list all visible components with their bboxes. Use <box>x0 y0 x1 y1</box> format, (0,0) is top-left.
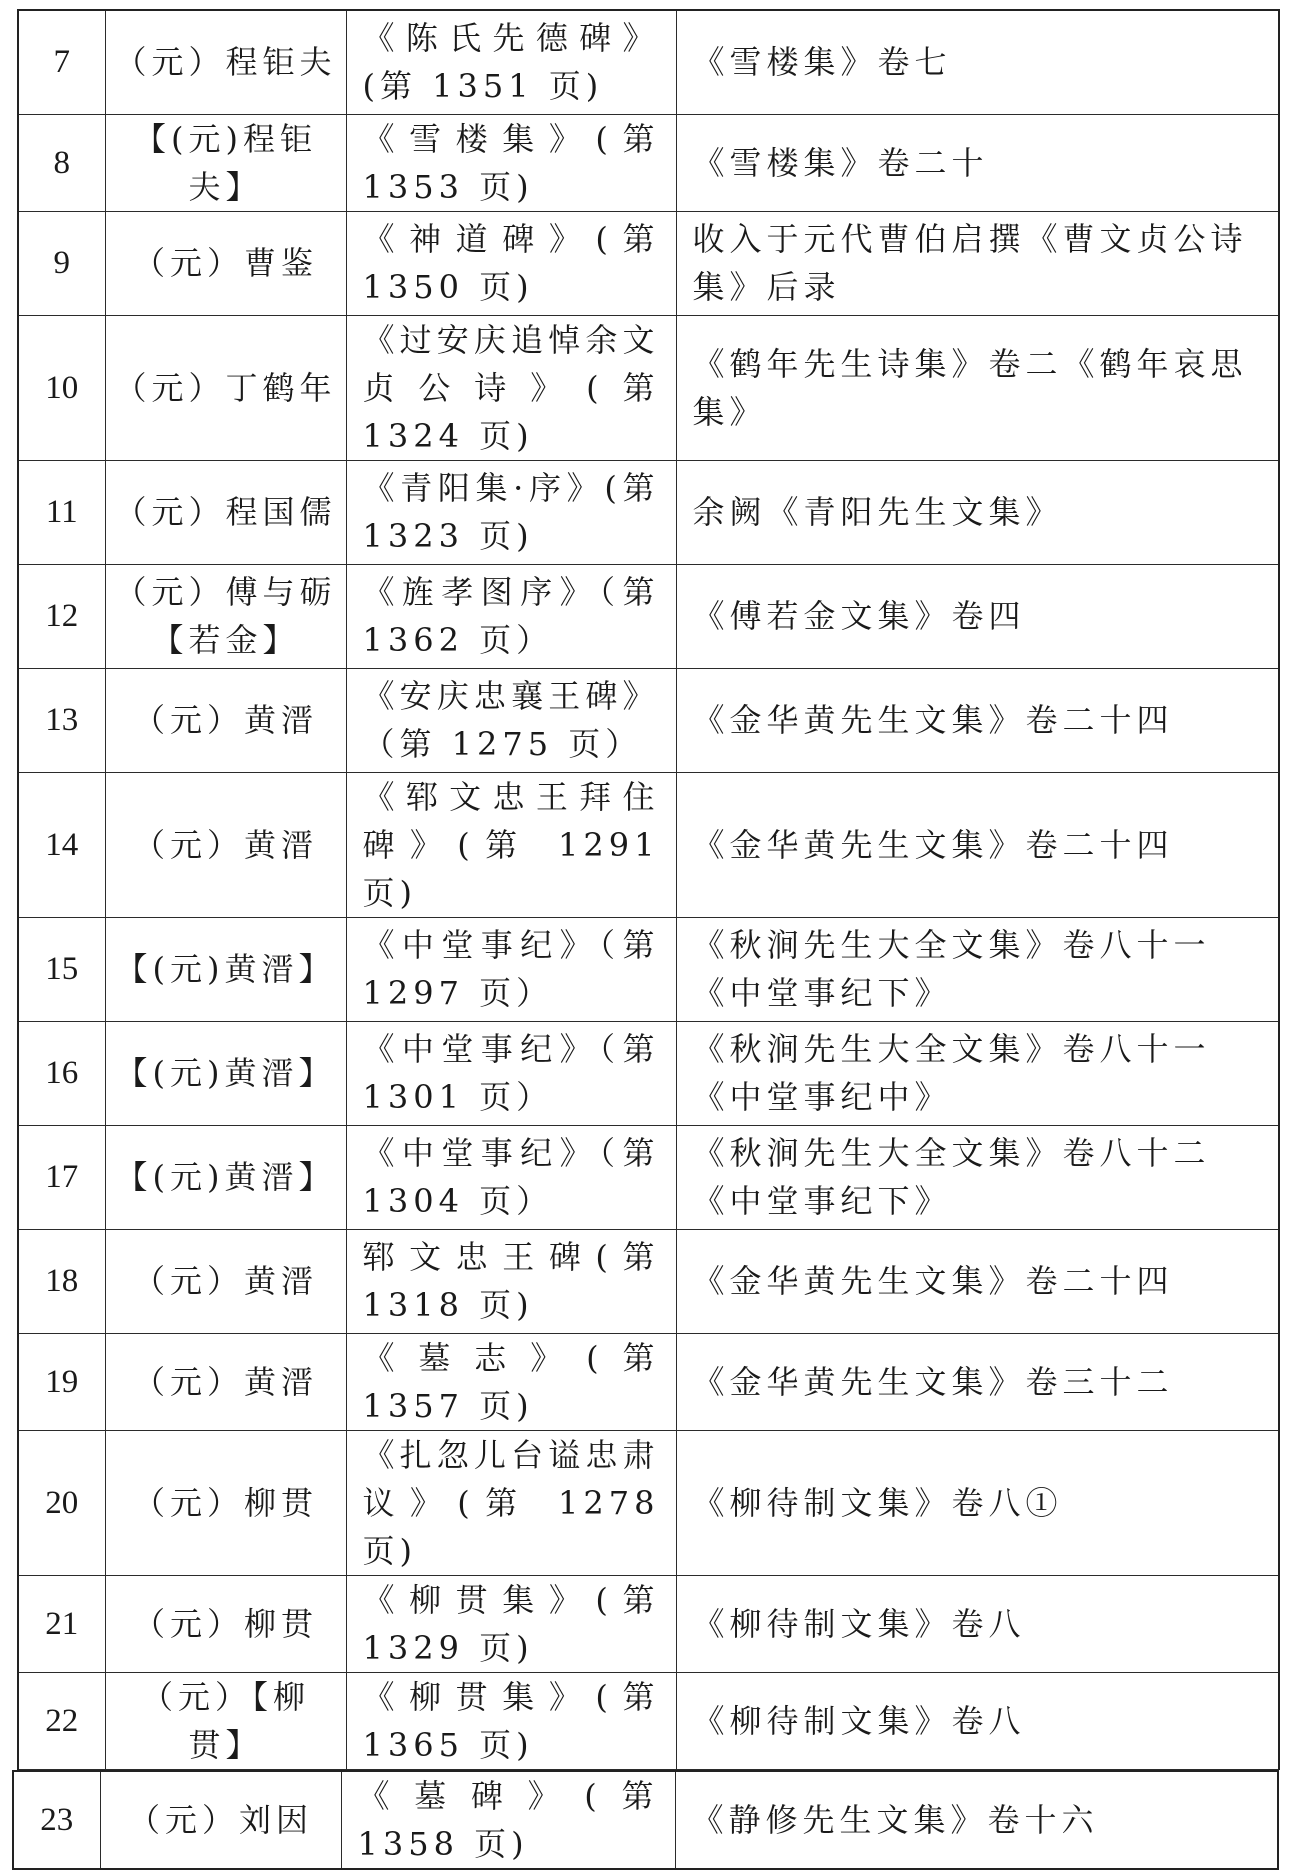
author-cell: （元）【柳贯】 <box>105 1672 346 1769</box>
author-cell: （元）程钜夫 <box>105 10 346 114</box>
table-row <box>18 668 1279 772</box>
table-row <box>18 1229 1279 1333</box>
row-number: 19 <box>18 1333 105 1430</box>
table-row <box>18 114 1279 211</box>
row-number: 11 <box>18 460 105 564</box>
author-cell: 【(元)黄溍】 <box>105 917 346 1021</box>
source-cell: 《秋涧先生大全文集》卷八十二《中堂事纪下》 <box>676 1125 1279 1229</box>
source-cell: 《金华黄先生文集》卷二十四 <box>676 1229 1279 1333</box>
row-number: 7 <box>18 10 105 114</box>
table-row <box>18 917 1279 1021</box>
row-number: 23 <box>13 1771 100 1869</box>
source-cell: 《雪楼集》卷七 <box>676 10 1279 114</box>
table-page <box>17 9 1278 1863</box>
table-row <box>13 1771 1278 1869</box>
row-number: 15 <box>18 917 105 1021</box>
work-cell: 《中堂事纪》（第 1304 页） <box>346 1125 676 1229</box>
source-cell: 《金华黄先生文集》卷二十四 <box>676 668 1279 772</box>
author-cell: （元）黄溍 <box>105 668 346 772</box>
source-cell: 收入于元代曹伯启撰《曹文贞公诗集》后录 <box>676 211 1279 315</box>
source-cell: 《傅若金文集》卷四 <box>676 564 1279 668</box>
author-cell: （元）柳贯 <box>105 1430 346 1575</box>
author-cell: （元）傅与砺【若金】 <box>105 564 346 668</box>
row-number: 20 <box>18 1430 105 1575</box>
work-cell: 《中堂事纪》（第 1301 页） <box>346 1021 676 1125</box>
source-cell: 《金华黄先生文集》卷二十四 <box>676 772 1279 917</box>
row-number: 14 <box>18 772 105 917</box>
work-cell: 《墓志》(第 1357 页) <box>346 1333 676 1430</box>
work-cell: 《安庆忠襄王碑》（第 1275 页） <box>346 668 676 772</box>
row-number: 17 <box>18 1125 105 1229</box>
author-cell: （元）刘因 <box>100 1771 341 1869</box>
table-row <box>18 10 1279 114</box>
work-cell: 《青阳集·序》(第 1323 页) <box>346 460 676 564</box>
source-cell: 《秋涧先生大全文集》卷八十一《中堂事纪下》 <box>676 917 1279 1021</box>
work-cell: 郓文忠王碑(第 1318 页) <box>346 1229 676 1333</box>
source-cell: 《柳待制文集》卷八 <box>676 1672 1279 1769</box>
work-cell: 《陈氏先德碑》(第 1351 页) <box>346 10 676 114</box>
source-cell: 《秋涧先生大全文集》卷八十一《中堂事纪中》 <box>676 1021 1279 1125</box>
row-number: 13 <box>18 668 105 772</box>
author-cell: 【(元)黄溍】 <box>105 1021 346 1125</box>
table-row <box>18 315 1279 460</box>
table-row <box>18 211 1279 315</box>
row-number: 9 <box>18 211 105 315</box>
row-number: 8 <box>18 114 105 211</box>
author-cell: （元）曹鉴 <box>105 211 346 315</box>
author-cell: （元）程国儒 <box>105 460 346 564</box>
table-row <box>18 1021 1279 1125</box>
table-row <box>18 772 1279 917</box>
work-cell: 《柳贯集》(第 1329 页) <box>346 1575 676 1672</box>
table-row <box>18 1575 1279 1672</box>
author-cell: （元）柳贯 <box>105 1575 346 1672</box>
table-row <box>18 1125 1279 1229</box>
author-cell: （元）黄溍 <box>105 772 346 917</box>
table-row <box>18 564 1279 668</box>
row-number: 10 <box>18 315 105 460</box>
work-cell: 《神道碑》(第 1350 页) <box>346 211 676 315</box>
row-number: 22 <box>18 1672 105 1769</box>
author-cell: 【(元)程钜夫】 <box>105 114 346 211</box>
source-cell: 《鹤年先生诗集》卷二《鹤年哀思集》 <box>676 315 1279 460</box>
table-row <box>18 1672 1279 1769</box>
row-number: 18 <box>18 1229 105 1333</box>
source-cell: 《柳待制文集》卷八① <box>676 1430 1279 1575</box>
data-table <box>17 9 1280 1770</box>
table-row <box>18 1430 1279 1575</box>
table-row <box>18 460 1279 564</box>
author-cell: （元）黄溍 <box>105 1333 346 1430</box>
source-cell: 《静修先生文集》卷十六 <box>675 1771 1278 1869</box>
author-cell: （元）黄溍 <box>105 1229 346 1333</box>
source-cell: 余阙《青阳先生文集》 <box>676 460 1279 564</box>
work-cell: 《墓碑》(第 1358 页) <box>341 1771 675 1869</box>
source-cell: 《柳待制文集》卷八 <box>676 1575 1279 1672</box>
work-cell: 《柳贯集》(第 1365 页) <box>346 1672 676 1769</box>
work-cell: 《过安庆追悼余文贞公诗》(第 1324 页) <box>346 315 676 460</box>
source-cell: 《雪楼集》卷二十 <box>676 114 1279 211</box>
row-number: 12 <box>18 564 105 668</box>
work-cell: 《中堂事纪》（第 1297 页） <box>346 917 676 1021</box>
work-cell: 《郓文忠王拜住碑》(第 1291 页) <box>346 772 676 917</box>
author-cell: 【(元)黄溍】 <box>105 1125 346 1229</box>
data-table-last-row <box>12 1770 1279 1870</box>
row-number: 16 <box>18 1021 105 1125</box>
row-number: 21 <box>18 1575 105 1672</box>
source-cell: 《金华黄先生文集》卷三十二 <box>676 1333 1279 1430</box>
table-row <box>18 1333 1279 1430</box>
work-cell: 《雪楼集》(第 1353 页) <box>346 114 676 211</box>
work-cell: 《扎忽儿台谥忠肃议》(第 1278 页) <box>346 1430 676 1575</box>
work-cell: 《旌孝图序》（第 1362 页） <box>346 564 676 668</box>
author-cell: （元）丁鹤年 <box>105 315 346 460</box>
